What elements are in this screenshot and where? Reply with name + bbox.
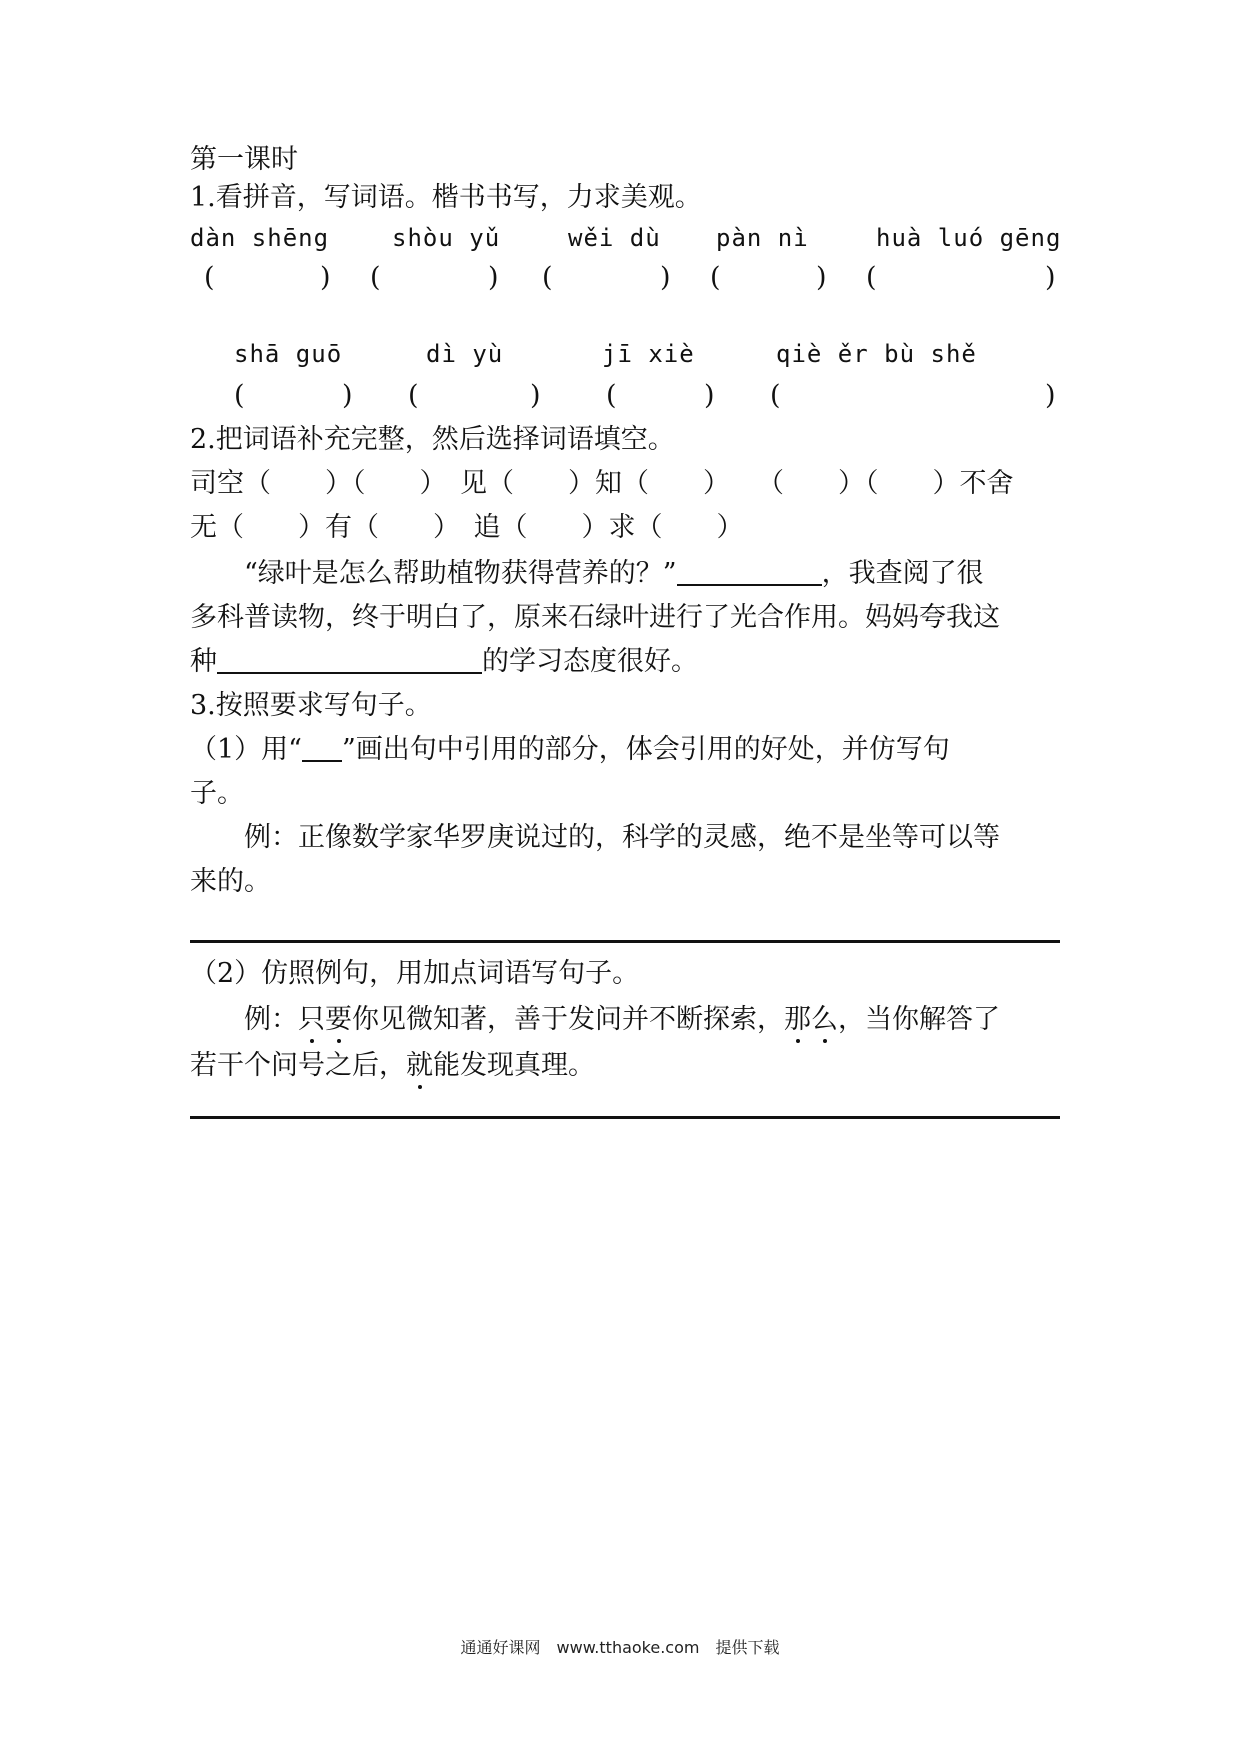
pinyin-row-2 <box>190 334 1060 374</box>
answer-boxes-row-2 <box>190 376 1060 416</box>
sub-question-text: ”画出句中引用的部分，体会引用的好处，并仿写句 <box>341 734 950 765</box>
example-text: 若干个问号之后， <box>190 1050 406 1081</box>
answer-box-open: ( <box>710 262 721 293</box>
section-title: 第一课时 <box>190 144 298 175</box>
pinyin-item: shā guō <box>234 340 343 368</box>
answer-box-open: ( <box>370 262 381 293</box>
fill-paragraph-line-1 <box>190 554 1060 594</box>
answer-boxes-row-1 <box>190 258 1060 298</box>
pinyin-item: dàn shēng <box>190 224 330 252</box>
sub-question-2: （2）仿照例句，用加点词语写句子。 <box>190 958 640 989</box>
answer-box-open: ( <box>234 380 245 411</box>
answer-blank-2[interactable] <box>217 642 482 674</box>
example-2-line-1 <box>190 1000 1060 1040</box>
answer-box-close: ) <box>530 380 541 411</box>
answer-box-open: ( <box>542 262 553 293</box>
answer-box-close: ) <box>320 262 331 293</box>
answer-box-close: ) <box>816 262 827 293</box>
pinyin-item: wěi dù <box>568 224 661 252</box>
dotted-word: 要 <box>325 1004 352 1035</box>
footer-credit: 通通好课网 www.tthaoke.com 提供下载 <box>460 1638 780 1657</box>
pinyin-item: dì yù <box>426 340 504 368</box>
question-3-prompt: 3.按照要求写句子。 <box>190 690 432 721</box>
pinyin-item: jī xiè <box>602 340 695 368</box>
example-1-line-2: 来的。 <box>190 866 271 897</box>
pinyin-item: shòu yǔ <box>392 224 501 252</box>
answer-box-close: ) <box>1045 380 1056 411</box>
dotted-word: 么 <box>811 1004 838 1035</box>
paragraph-text: “绿叶是怎么帮助植物获得营养的？” <box>190 558 677 589</box>
answer-box-open: ( <box>204 262 215 293</box>
underline-sample <box>302 730 342 762</box>
example-text: ，当你解答了 <box>838 1004 1000 1035</box>
dotted-word: 那 <box>784 1004 811 1035</box>
dotted-word: 就 <box>406 1050 433 1081</box>
answer-box-open: ( <box>606 380 617 411</box>
pinyin-item: huà luó gēng <box>876 224 1062 252</box>
paragraph-text: 的学习态度很好。 <box>482 646 698 677</box>
answer-line-2[interactable] <box>190 1116 1060 1119</box>
paragraph-text: 种 <box>190 646 217 677</box>
dotted-word: 只 <box>298 1004 325 1035</box>
sub-question-1 <box>190 730 1060 770</box>
fill-paragraph-line-2: 多科普读物，终于明白了，原来石绿叶进行了光合作用。妈妈夸我这 <box>190 602 1000 633</box>
answer-box-close: ) <box>1045 262 1056 293</box>
sub-question-1-cont: 子。 <box>190 778 244 809</box>
idiom-fill-line-1: 司空（ ）（ ） 见（ ）知（ ） （ ）（ ）不舍 <box>190 468 1014 499</box>
example-text: 例： <box>190 1004 298 1035</box>
example-text: 你见微知著，善于发问并不断探索， <box>352 1004 784 1035</box>
answer-box-open: ( <box>770 380 781 411</box>
paragraph-text: ，我查阅了很 <box>821 558 984 589</box>
question-2-prompt: 2.把词语补充完整，然后选择词语填空。 <box>190 424 675 455</box>
pinyin-item: qiè ěr bù shě <box>776 340 977 368</box>
pinyin-row-1 <box>190 218 1060 258</box>
example-2-line-2 <box>190 1046 1060 1086</box>
example-text: 能发现真理。 <box>433 1050 595 1081</box>
idiom-fill-line-2: 无（ ）有（ ） 追（ ）求（ ） <box>190 512 744 543</box>
answer-blank-1[interactable] <box>677 554 822 586</box>
question-1-prompt: 1.看拼音，写词语。楷书书写，力求美观。 <box>190 182 702 213</box>
answer-box-close: ) <box>488 262 499 293</box>
fill-paragraph-line-3 <box>190 642 1060 682</box>
answer-box-close: ) <box>660 262 671 293</box>
answer-box-open: ( <box>408 380 419 411</box>
sub-question-text: （1）用“ <box>190 734 302 765</box>
answer-line-1[interactable] <box>190 940 1060 943</box>
answer-box-close: ) <box>342 380 353 411</box>
pinyin-item: pàn nì <box>716 224 809 252</box>
answer-box-close: ) <box>704 380 715 411</box>
answer-box-open: ( <box>866 262 877 293</box>
example-1-line-1: 例：正像数学家华罗庚说过的，科学的灵感，绝不是坐等可以等 <box>190 822 1000 853</box>
